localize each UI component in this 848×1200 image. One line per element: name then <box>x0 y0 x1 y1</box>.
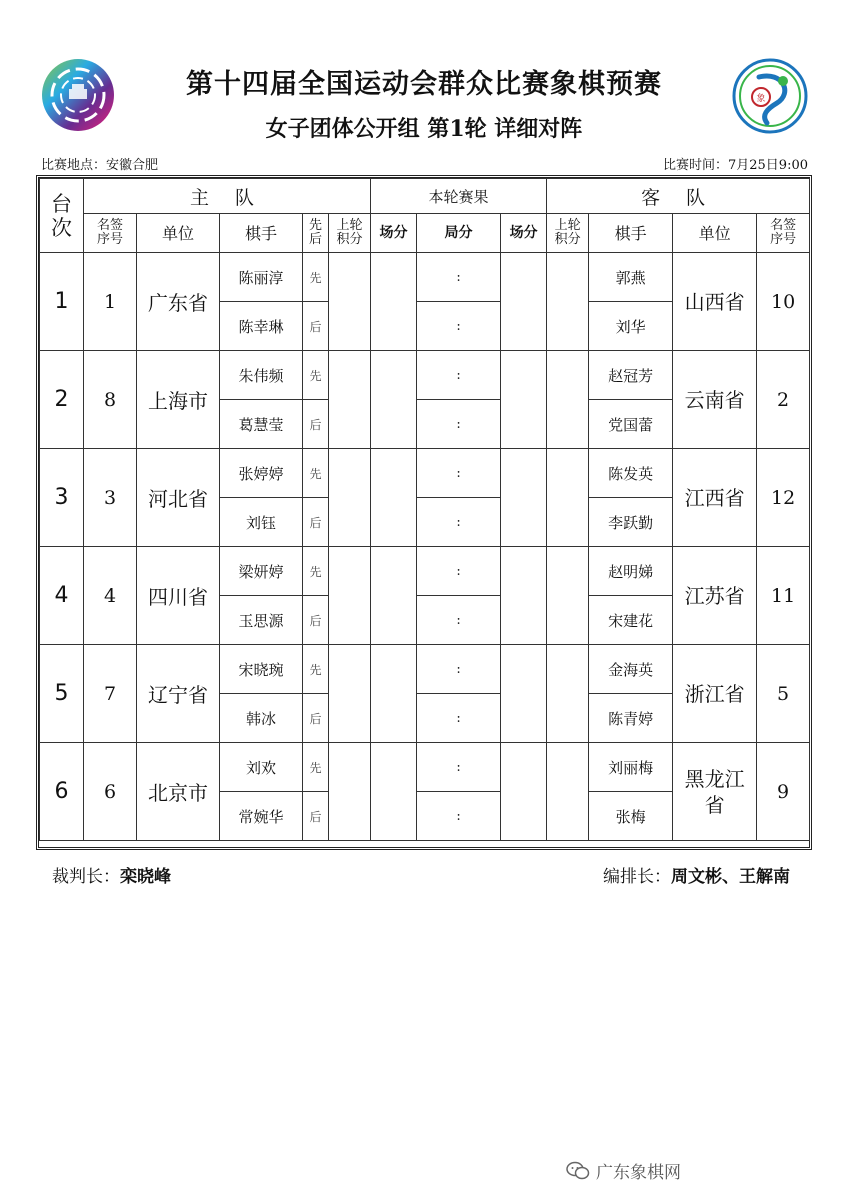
away-player: 宋建花 <box>589 596 673 645</box>
away-unit: 浙江省 <box>673 645 757 743</box>
away-team-header: 客 队 <box>547 179 810 214</box>
watermark <box>566 1158 681 1183</box>
table-row <box>40 645 810 694</box>
away-prev-points-header: 上轮积分 <box>547 214 589 253</box>
home-player-header: 棋手 <box>220 214 303 253</box>
order-mark: 先 <box>303 449 329 498</box>
away-unit: 黑龙江省 <box>673 743 757 841</box>
order-mark: 后 <box>303 694 329 743</box>
home-match-points <box>371 351 417 449</box>
home-seed: 7 <box>84 645 137 743</box>
table-number: 3 <box>40 449 84 547</box>
watermark-text: 广东象棋网 <box>596 1163 681 1183</box>
home-player: 朱伟频 <box>220 351 303 400</box>
order-mark: 先 <box>303 351 329 400</box>
home-prev-points <box>329 449 371 547</box>
home-seed: 3 <box>84 449 137 547</box>
page-subtitle: 女子团体公开组 第1轮 详细对阵 <box>265 116 583 142</box>
game-score: : <box>417 302 501 351</box>
order-mark: 先 <box>303 547 329 596</box>
away-player: 陈青婷 <box>589 694 673 743</box>
away-match-points <box>501 547 547 645</box>
game-score: : <box>417 253 501 302</box>
away-prev-points <box>547 547 589 645</box>
referee-label: 裁判长： <box>52 867 120 887</box>
table-row <box>40 253 810 302</box>
away-seed: 12 <box>757 449 810 547</box>
home-player: 陈丽淳 <box>220 253 303 302</box>
home-player: 葛慧莹 <box>220 400 303 449</box>
game-score: : <box>417 694 501 743</box>
home-player: 宋晓琬 <box>220 645 303 694</box>
table-number: 5 <box>40 645 84 743</box>
away-unit: 云南省 <box>673 351 757 449</box>
home-match-points <box>371 743 417 841</box>
home-player: 陈幸琳 <box>220 302 303 351</box>
pairing-table <box>36 175 812 850</box>
away-player: 刘华 <box>589 302 673 351</box>
away-seed: 5 <box>757 645 810 743</box>
away-seed: 2 <box>757 351 810 449</box>
home-prev-points <box>329 253 371 351</box>
home-player: 玉思源 <box>220 596 303 645</box>
scheduler-line <box>603 862 790 887</box>
game-score: : <box>417 547 501 596</box>
referee-name: 栾晓峰 <box>120 867 171 887</box>
order-mark: 先 <box>303 645 329 694</box>
home-prev-points <box>329 645 371 743</box>
table-row <box>40 547 810 596</box>
away-player: 党国蕾 <box>589 400 673 449</box>
away-unit: 山西省 <box>673 253 757 351</box>
away-prev-points <box>547 743 589 841</box>
home-prev-points <box>329 743 371 841</box>
home-player: 刘欢 <box>220 743 303 792</box>
home-player: 梁妍婷 <box>220 547 303 596</box>
home-seed: 4 <box>84 547 137 645</box>
game-score: : <box>417 498 501 547</box>
order-mark: 先 <box>303 743 329 792</box>
table-number: 1 <box>40 253 84 351</box>
table-no-header: 台次 <box>40 179 84 253</box>
game-points-header: 局分 <box>417 214 501 253</box>
game-score: : <box>417 743 501 792</box>
home-unit: 河北省 <box>137 449 220 547</box>
game-score: : <box>417 400 501 449</box>
game-score: : <box>417 792 501 841</box>
referee-line <box>52 862 171 887</box>
away-player-header: 棋手 <box>589 214 673 253</box>
away-player: 金海英 <box>589 645 673 694</box>
order-mark: 后 <box>303 596 329 645</box>
away-unit-header: 单位 <box>673 214 757 253</box>
game-score: : <box>417 596 501 645</box>
home-match-points-header: 场分 <box>371 214 417 253</box>
wechat-icon <box>566 1161 590 1181</box>
home-unit-header: 单位 <box>137 214 220 253</box>
home-unit: 四川省 <box>137 547 220 645</box>
away-match-points <box>501 253 547 351</box>
away-match-points <box>501 743 547 841</box>
result-header: 本轮赛果 <box>371 179 547 214</box>
game-score: : <box>417 351 501 400</box>
home-team-header: 主 队 <box>84 179 371 214</box>
home-seed-header: 名签序号 <box>84 214 137 253</box>
away-player: 张梅 <box>589 792 673 841</box>
order-mark: 后 <box>303 498 329 547</box>
venue-text: 比赛地点：安徽合肥 <box>41 158 159 173</box>
scheduler-name: 周文彬、王解南 <box>671 867 790 887</box>
away-unit: 江苏省 <box>673 547 757 645</box>
home-seed: 8 <box>84 351 137 449</box>
svg-text:象: 象 <box>756 94 766 104</box>
table-row <box>40 449 810 498</box>
home-match-points <box>371 645 417 743</box>
home-player: 常婉华 <box>220 792 303 841</box>
away-player: 陈发英 <box>589 449 673 498</box>
away-prev-points <box>547 645 589 743</box>
table-row <box>40 743 810 792</box>
home-unit: 北京市 <box>137 743 220 841</box>
order-mark: 先 <box>303 253 329 302</box>
table-number: 2 <box>40 351 84 449</box>
home-prev-points <box>329 547 371 645</box>
away-match-points <box>501 351 547 449</box>
home-player: 刘钰 <box>220 498 303 547</box>
game-score: : <box>417 449 501 498</box>
away-prev-points <box>547 253 589 351</box>
home-match-points <box>371 449 417 547</box>
away-match-points <box>501 645 547 743</box>
time-text: 比赛时间：7月25日9:00 <box>662 158 808 173</box>
away-unit: 江西省 <box>673 449 757 547</box>
home-match-points <box>371 253 417 351</box>
order-mark: 后 <box>303 302 329 351</box>
away-player: 赵冠芳 <box>589 351 673 400</box>
order-header: 先后 <box>303 214 329 253</box>
home-seed: 1 <box>84 253 137 351</box>
game-score: : <box>417 645 501 694</box>
home-player: 韩冰 <box>220 694 303 743</box>
table-number: 6 <box>40 743 84 841</box>
home-unit: 辽宁省 <box>137 645 220 743</box>
order-mark: 后 <box>303 792 329 841</box>
away-match-points-header: 场分 <box>501 214 547 253</box>
table-number: 4 <box>40 547 84 645</box>
table-row <box>40 351 810 400</box>
home-seed: 6 <box>84 743 137 841</box>
away-player: 郭燕 <box>589 253 673 302</box>
home-unit: 上海市 <box>137 351 220 449</box>
away-player: 李跃勤 <box>589 498 673 547</box>
away-player: 赵明娣 <box>589 547 673 596</box>
away-prev-points <box>547 449 589 547</box>
home-prev-points-header: 上轮积分 <box>329 214 371 253</box>
page-title: 第十四届全国运动会群众比赛象棋预赛 <box>186 69 662 100</box>
away-seed: 9 <box>757 743 810 841</box>
away-prev-points <box>547 351 589 449</box>
home-prev-points <box>329 351 371 449</box>
away-seed: 10 <box>757 253 810 351</box>
scheduler-label: 编排长： <box>603 867 671 887</box>
order-mark: 后 <box>303 400 329 449</box>
away-seed: 11 <box>757 547 810 645</box>
away-seed-header: 名签序号 <box>757 214 810 253</box>
away-player: 刘丽梅 <box>589 743 673 792</box>
home-unit: 广东省 <box>137 253 220 351</box>
home-match-points <box>371 547 417 645</box>
home-player: 张婷婷 <box>220 449 303 498</box>
away-match-points <box>501 449 547 547</box>
